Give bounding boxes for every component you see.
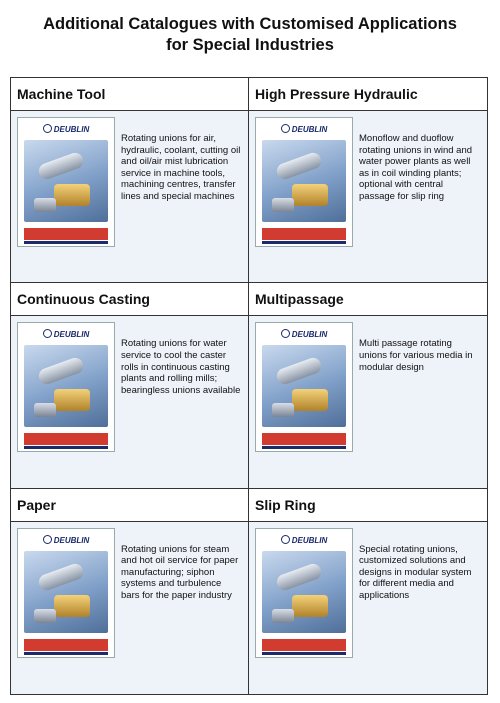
logo-ring-icon [281,329,290,338]
cover-footer-stripe [262,241,346,244]
product-photo [262,345,346,427]
catalogue-description: Multi passage rotating unions for various media in modular design [359,338,473,373]
catalogue-cover-image[interactable] [255,528,353,658]
brand-label: DEUBLIN [291,535,328,545]
deublin-logo [256,124,352,134]
catalogue-body [249,522,487,694]
logo-ring-icon [43,535,52,544]
catalogue-description: Special rotating unions, customized solutions and designs in modular system for different media and applications [359,543,472,602]
cover-footer-stripe [24,652,108,655]
product-photo [24,140,108,222]
catalogue-body [249,316,487,487]
deublin-logo [18,124,114,134]
cover-footer-stripe [24,446,108,449]
brand-label: DEUBLIN [291,125,328,134]
catalogue-cell-high-pressure-hydraulic [249,78,487,283]
logo-ring-icon [43,329,52,338]
catalogue-cell-multipassage [249,283,487,488]
cover-footer-stripe [262,652,346,655]
deublin-logo [256,329,352,339]
product-photo [262,551,346,633]
cover-footer-band [262,228,346,240]
brand-label: DEUBLIN [53,535,90,545]
cover-footer-band [24,639,108,651]
catalogue-cell-continuous-casting [11,283,249,488]
catalogue-description: Rotating unions for steam and hot oil service for paper manufacturing; siphon systems and turbulence bars for the paper industry [121,543,239,602]
logo-ring-icon [281,124,290,133]
catalogue-description: Monoflow and duoflow rotating unions in wind and water power plants as well as in coil winding plants; optional with central passage for slip ring [359,133,473,202]
catalogue-body [11,111,248,282]
catalogue-cover-image[interactable] [255,322,353,452]
catalogue-cell-slip-ring [249,489,487,694]
catalogue-heading: Slip Ring [249,489,487,522]
page-title-line-2: for Special Industries [166,36,334,54]
deublin-logo [18,329,114,339]
catalogue-heading: Multipassage [249,283,487,316]
catalogue-heading: Continuous Casting [11,283,248,316]
catalogue-cell-paper [11,489,249,694]
catalogue-body [11,522,248,694]
deublin-logo [18,535,114,545]
catalogue-heading: Paper [11,489,248,522]
catalogue-grid [10,77,488,695]
product-photo [24,345,108,427]
brand-label: DEUBLIN [53,330,90,340]
catalogue-description: Rotating unions for water service to cool the caster rolls in continuous casting plants and rolling mills; bearingless unions available [121,338,241,396]
cover-footer-band [262,433,346,445]
catalogue-cell-machine-tool [11,78,249,283]
cover-footer-stripe [262,446,346,449]
catalogue-cover-image[interactable] [255,117,353,247]
cover-footer-stripe [24,241,108,244]
product-photo [262,140,346,222]
catalogue-heading: Machine Tool [11,78,248,111]
page-title [0,14,500,56]
brand-label: DEUBLIN [53,125,90,134]
catalogue-cover-image[interactable] [17,528,115,658]
catalogue-cover-image[interactable] [17,117,115,247]
catalogue-description: Rotating unions for air, hydraulic, coolant, cutting oil and oil/air mist lubrication service in machine tools, machining centres, transfer lines and special machines [121,133,241,202]
catalogue-body [11,316,248,487]
catalogue-body [249,111,487,282]
cover-footer-band [24,433,108,445]
brand-label: DEUBLIN [291,330,328,340]
logo-ring-icon [43,124,52,133]
page-title-line-1: Additional Catalogues with Customised Applications [43,15,457,33]
cover-footer-band [24,228,108,240]
catalogue-cover-image[interactable] [17,322,115,452]
catalogue-heading: High Pressure Hydraulic [249,78,487,111]
deublin-logo [256,535,352,545]
product-photo [24,551,108,633]
cover-footer-band [262,639,346,651]
logo-ring-icon [281,535,290,544]
